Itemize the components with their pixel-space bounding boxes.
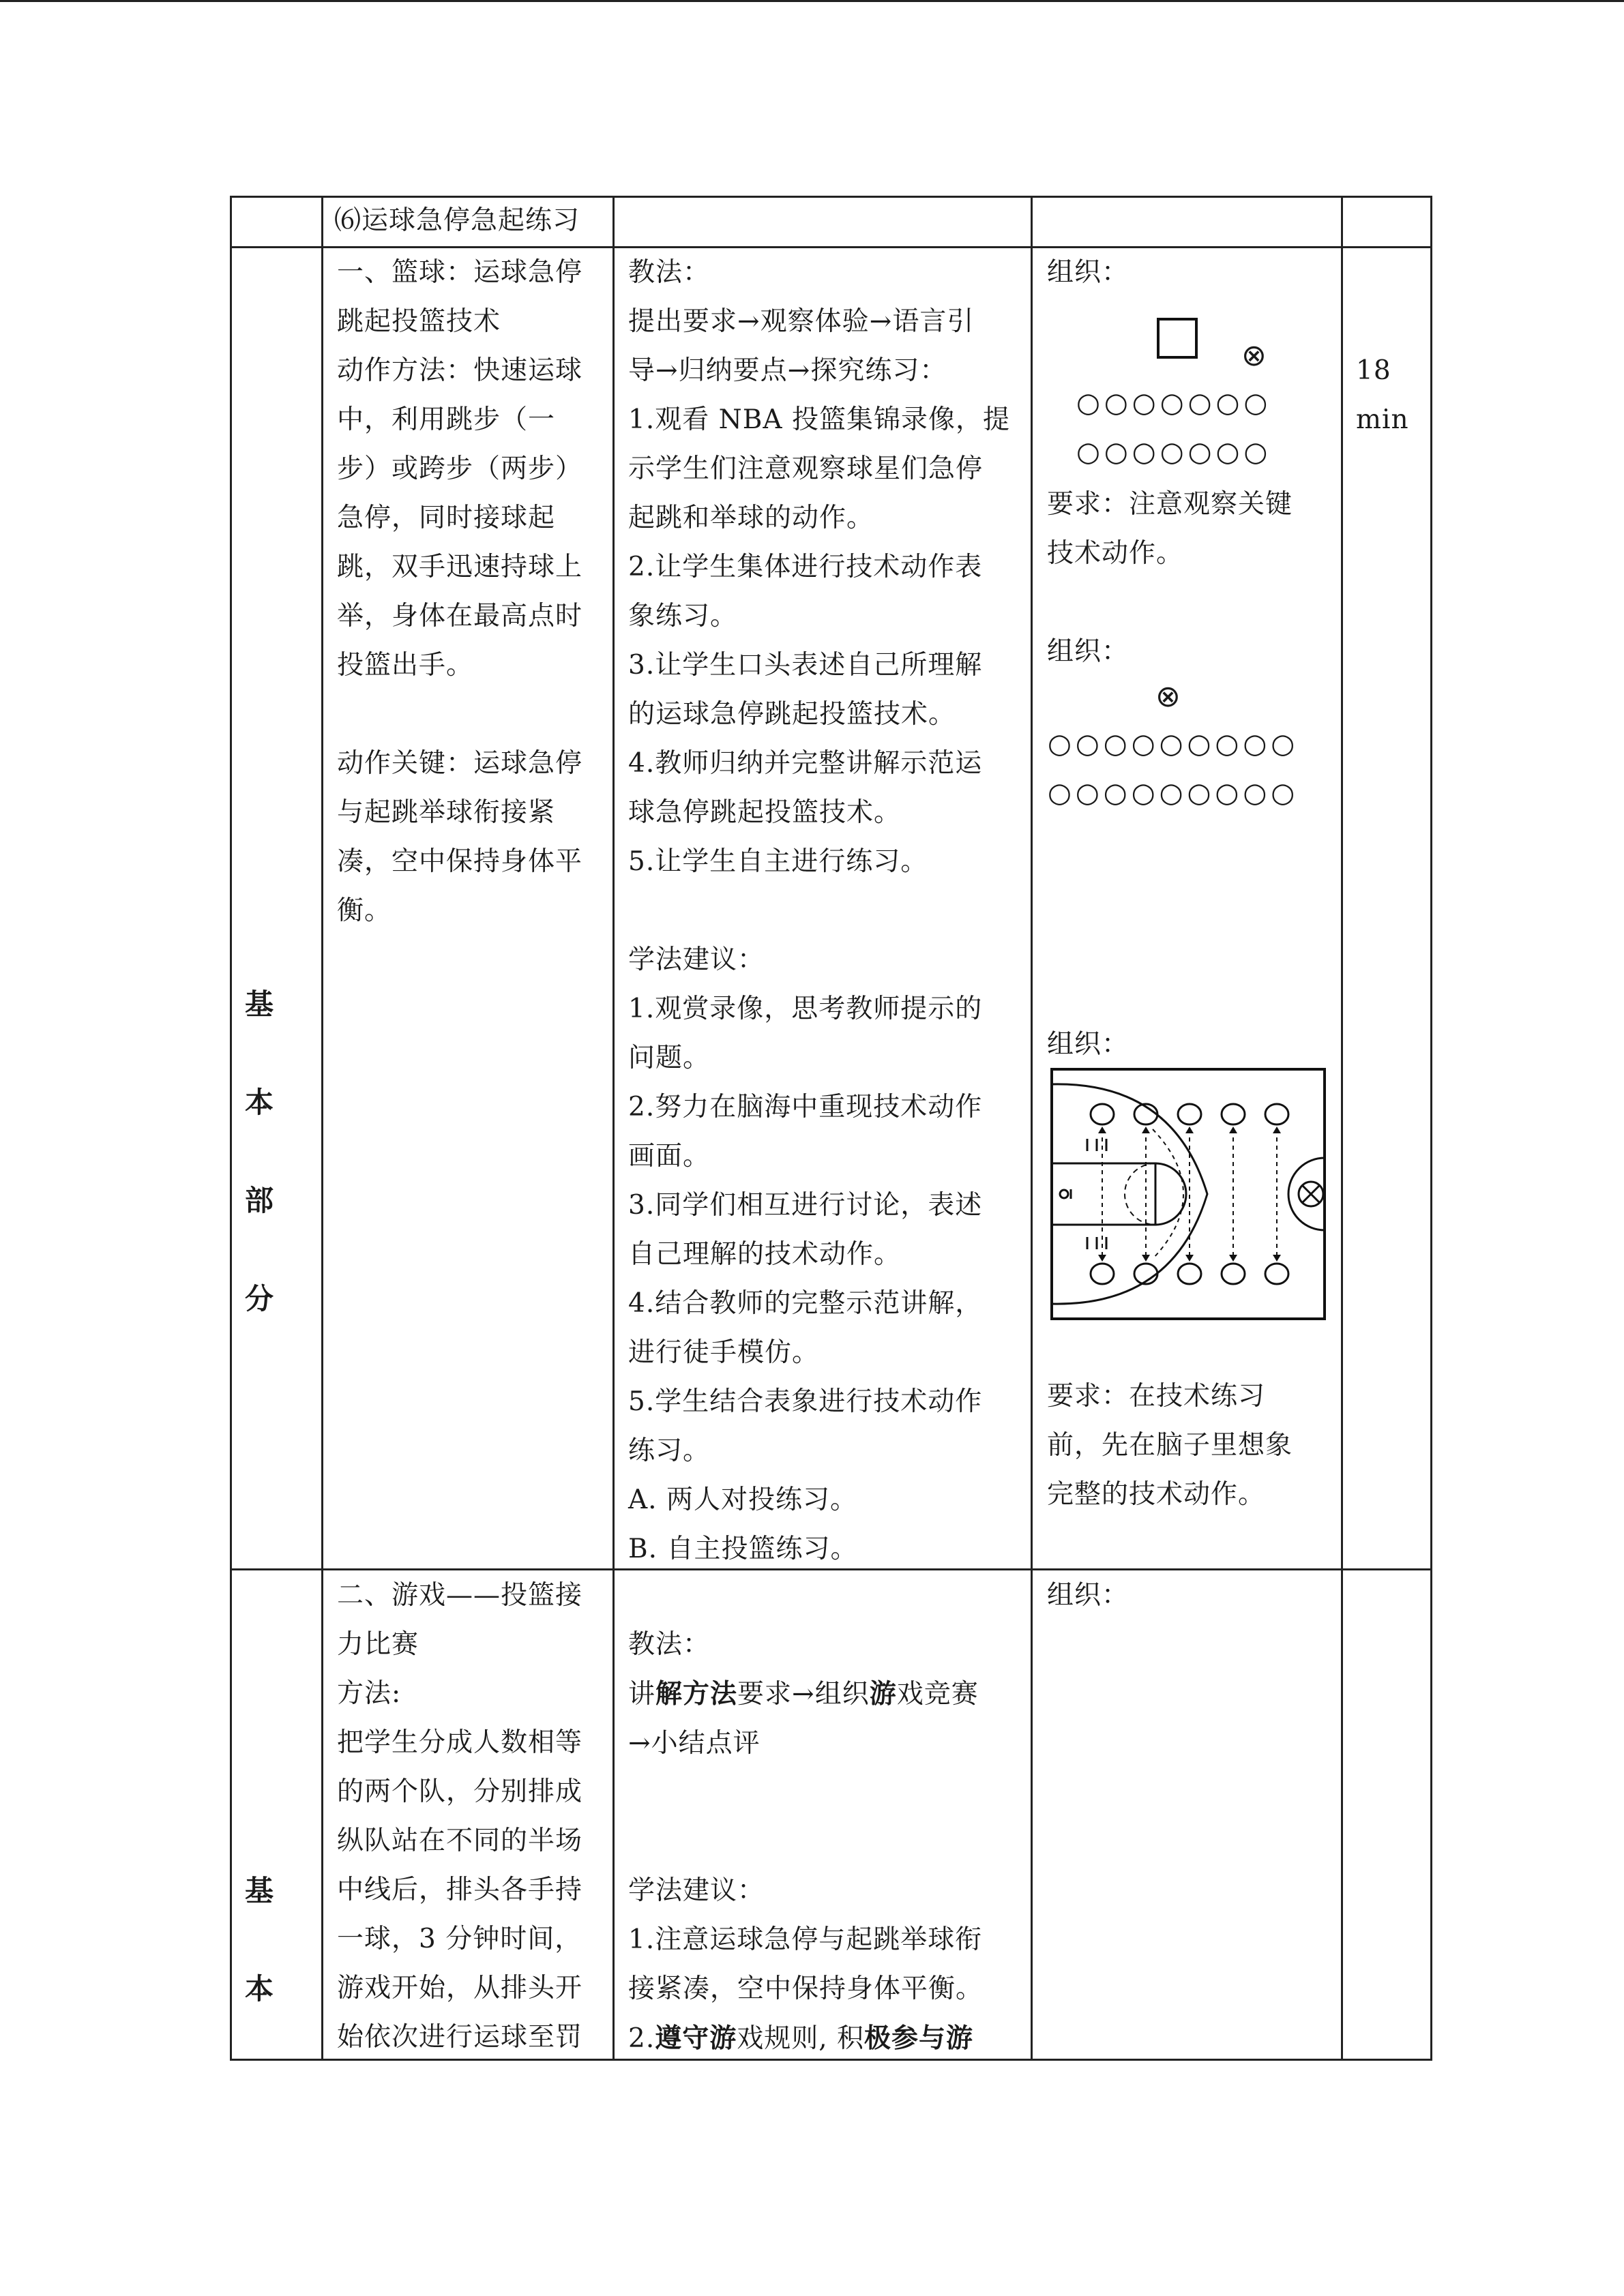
row1-content-cell <box>334 196 580 245</box>
org1-req-line: 要求：注意观察关键 <box>1047 489 1293 520</box>
content-line: 力比赛 <box>337 1629 419 1660</box>
content-key-line: 动作关键：运球急停 <box>337 748 583 779</box>
content-line: 一球，3 分钟时间， <box>337 1924 582 1954</box>
row3-method-cell <box>628 1620 983 2063</box>
content-line: 步）或跨步（两步） <box>337 453 583 484</box>
method-line <box>628 1669 983 1719</box>
table-border-left <box>230 196 232 2061</box>
table-divider-3 <box>1031 196 1033 2061</box>
study-line: 4.结合教师的完整示范讲解， <box>628 1288 983 1319</box>
section-char: 本 <box>244 1972 274 2006</box>
study-line: 问题。 <box>628 1043 711 1073</box>
method-fragment-bold: 解方法 <box>655 1678 738 1710</box>
row2-method-cell <box>628 248 1010 1574</box>
content-line: 投篮出手。 <box>337 650 474 681</box>
student-row: ○○○○○○○ <box>1076 387 1272 419</box>
org1-title: 组织： <box>1047 257 1130 288</box>
content-line: 急停，同时接球起 <box>337 503 556 533</box>
study-fragment-bold: 遵守游 <box>655 2023 737 2054</box>
method-line: 起跳和举球的动作。 <box>628 503 874 533</box>
method-line: 提出要求→观察体验→语言引 <box>628 306 975 337</box>
study-fragment-bold: 极参与游 <box>864 2023 974 2054</box>
org3-req-cell <box>1047 1372 1293 1519</box>
content-line: 的两个队，分别排成 <box>337 1776 583 1807</box>
row1-content: ⑹运球急停急起练习 <box>334 205 580 236</box>
section-char: 基 <box>244 1874 274 1907</box>
org3-req-line: 完整的技术动作。 <box>1047 1479 1266 1510</box>
study-fragment: 戏规则, 积 <box>737 2023 865 2054</box>
student-row: ○○○○○○○ <box>1076 436 1272 468</box>
content-line: 举，身体在最高点时 <box>337 601 583 631</box>
content-line: 纵队站在不同的半场 <box>337 1825 583 1856</box>
section-char: 本 <box>244 1086 274 1119</box>
table-divider-4 <box>1341 196 1343 2061</box>
study-line <box>628 2014 983 2063</box>
study-line: 1.注意运球急停与起跳举球衔 <box>628 1924 983 1955</box>
org-title: 组织： <box>1047 1580 1130 1611</box>
content-line: 二、游戏——投篮接 <box>337 1580 583 1611</box>
lane-hash-marks <box>1087 1139 1106 1249</box>
time-value: 18 <box>1356 355 1391 386</box>
content-line: 一、篮球：运球急停 <box>337 257 583 288</box>
study-line: B. 自主投篮练习。 <box>628 1534 858 1564</box>
table-border-right <box>1430 196 1432 2061</box>
content-line: 跳起投篮技术 <box>337 306 501 337</box>
content-line: 方法: <box>337 1678 402 1709</box>
method-line: 1.观看 NBA 投篮集锦录像，提 <box>628 404 1010 435</box>
study-title: 学法建议： <box>628 944 765 975</box>
row2-section-label <box>239 982 280 1375</box>
method-line: 5.让学生自主进行练习。 <box>628 846 928 877</box>
study-line: 练习。 <box>628 1435 711 1466</box>
method-line: →小结点评 <box>628 1728 761 1759</box>
content-line: 中线后，排头各手持 <box>337 1875 583 1905</box>
method-line: 示学生们注意观察球星们急停 <box>628 453 984 484</box>
student-row: ○○○○○○○○○ <box>1048 777 1299 809</box>
study-line: 进行徒手模仿。 <box>628 1337 820 1368</box>
study-line: 2.努力在脑海中重现技术动作 <box>628 1092 983 1122</box>
method-line: 球急停跳起投篮技术。 <box>628 797 902 828</box>
method-line: 4.教师归纳并完整讲解示范运 <box>628 748 983 779</box>
section-char: 基 <box>244 987 274 1021</box>
content-key-line: 衡。 <box>337 895 392 926</box>
content-line: 中，利用跳步（一 <box>337 404 556 435</box>
hoop <box>1060 1190 1068 1198</box>
method-line: 2.让学生集体进行技术动作表 <box>628 552 983 582</box>
method-line: 的运球急停跳起投篮技术。 <box>628 699 956 730</box>
org2-title-cell <box>1047 627 1129 676</box>
study-line: 5.学生结合表象进行技术动作 <box>628 1386 983 1417</box>
method-fragment: 戏竞赛 <box>896 1679 979 1710</box>
row2-time-cell <box>1356 346 1409 445</box>
org2-title: 组织： <box>1047 636 1130 667</box>
section-char: 部 <box>244 1184 274 1217</box>
table-divider-2 <box>612 196 615 2061</box>
study-fragment: 2. <box>628 2023 655 2054</box>
basketball-court-diagram <box>1050 1068 1326 1320</box>
method-line: 象练习。 <box>628 601 738 631</box>
center-circle <box>1288 1158 1325 1230</box>
study-line: 自己理解的技术动作。 <box>628 1239 902 1270</box>
student-row: ○○○○○○○○○ <box>1048 728 1299 760</box>
method-fragment: 要求→组织 <box>737 1679 870 1710</box>
study-line: 3.同学们相互进行讨论，表述 <box>628 1190 983 1221</box>
method-fragment-bold: 游 <box>869 1678 897 1710</box>
movement-arrows <box>1102 1129 1277 1259</box>
content-line: 始依次进行运球至罚 <box>337 2022 583 2053</box>
content-line: 把学生分成人数相等 <box>337 1727 583 1758</box>
org3-title: 组织： <box>1047 1029 1130 1060</box>
section-char: 分 <box>244 1282 274 1315</box>
study-line: 接紧凑，空中保持身体平衡。 <box>628 1973 984 2004</box>
row2-content-cell <box>337 248 582 936</box>
method-line: 3.让学生口头表述自己所理解 <box>628 650 983 681</box>
study-line: A. 两人对投练习。 <box>628 1485 857 1515</box>
content-line: 动作方法：快速运球 <box>337 355 583 386</box>
teacher-icon: ⊗ <box>1241 338 1267 373</box>
content-key-line: 与起跳举球衔接紧 <box>337 797 556 828</box>
study-title: 学法建议： <box>628 1875 765 1906</box>
time-unit: min <box>1356 404 1409 435</box>
method-title: 教法： <box>628 1629 711 1660</box>
three-point-line <box>1052 1084 1207 1304</box>
org1-req-line: 技术动作。 <box>1047 538 1184 569</box>
org1-title-cell <box>1047 248 1129 297</box>
basket-square-icon <box>1157 318 1198 359</box>
study-line: 1.观赏录像，思考教师提示的 <box>628 994 983 1024</box>
row3-org-cell <box>1047 1571 1129 1620</box>
content-line: 跳，双手迅速持球上 <box>337 552 583 582</box>
study-line: 画面。 <box>628 1141 711 1172</box>
org1-req-cell <box>1047 480 1293 578</box>
method-fragment: 讲 <box>628 1679 656 1710</box>
row3-content-cell <box>337 1571 582 2062</box>
teacher-icon: ⊗ <box>1155 679 1181 714</box>
content-key-line: 凑，空中保持身体平 <box>337 846 583 877</box>
org3-req-line: 前，先在脑子里想象 <box>1047 1430 1293 1461</box>
method-title: 教法： <box>628 257 711 288</box>
row3-section-label <box>239 1868 280 2065</box>
free-throw-circle <box>1155 1163 1186 1225</box>
org3-title-cell <box>1047 1020 1129 1069</box>
table-divider-1 <box>321 196 323 2061</box>
org3-req-line: 要求：在技术练习 <box>1047 1381 1266 1412</box>
method-line: 导→归纳要点→探究练习： <box>628 355 947 386</box>
free-throw-circle-dashed <box>1125 1163 1155 1225</box>
content-line: 游戏开始，从排头开 <box>337 1973 583 2003</box>
